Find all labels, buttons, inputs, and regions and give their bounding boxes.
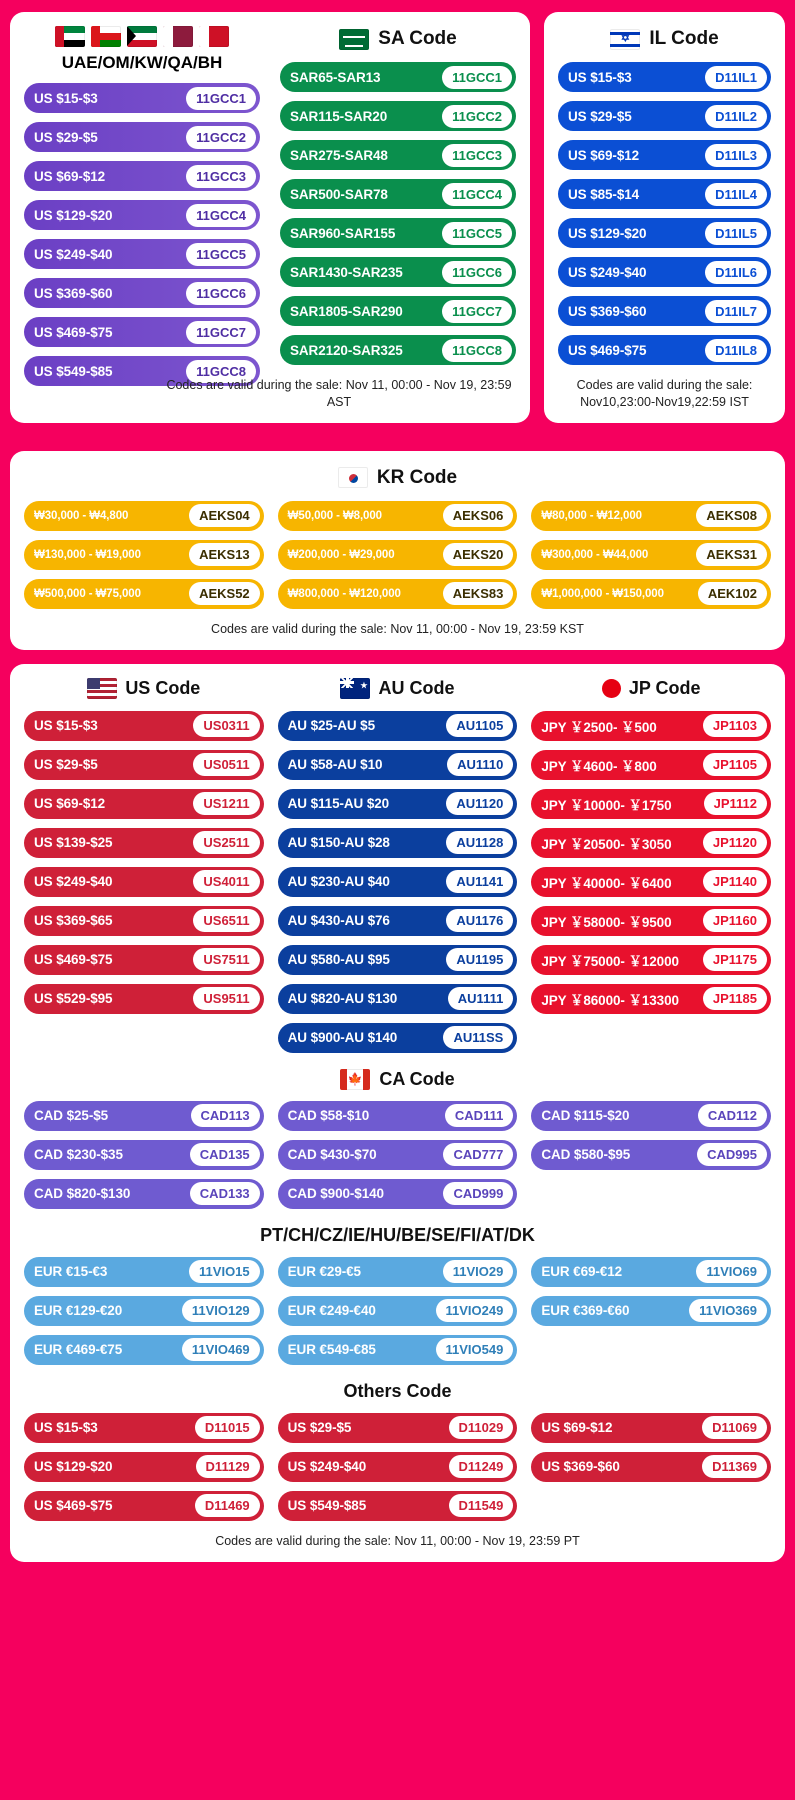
coupon-code[interactable]: 11GCC2 (186, 126, 256, 149)
coupon-code[interactable]: 11GCC8 (442, 339, 512, 362)
coupon-code[interactable]: 11GCC1 (442, 66, 512, 89)
coupon-code[interactable]: D11029 (449, 1416, 514, 1439)
jp-title-label: JP Code (628, 677, 701, 698)
coupon-code[interactable]: D11549 (449, 1494, 514, 1517)
coupon-row[interactable] (24, 828, 264, 858)
row-gcc-sa-il (10, 12, 785, 437)
qa-flag-icon (163, 26, 193, 47)
coupon-code[interactable]: AU1105 (446, 714, 513, 737)
coupon-amount: CAD $900-$140 (287, 1186, 384, 1202)
coupon-amount: ₩300,000 - ₩44,000 (541, 548, 649, 561)
kw-flag-icon (127, 26, 157, 47)
jp-code-list (531, 711, 771, 1053)
us-code-list (24, 711, 264, 1053)
sa-title (280, 28, 516, 50)
card-gcc-sa (10, 12, 530, 423)
coupon-amount: EUR €369-€60 (541, 1303, 630, 1319)
coupon-code[interactable]: 11GCC5 (442, 222, 512, 245)
gcc-flags (24, 26, 260, 47)
coupon-code[interactable]: JP1140 (703, 870, 767, 893)
coupon-row[interactable] (280, 101, 516, 131)
coupon-amount: JPY ￥4600- ￥800 (541, 758, 657, 774)
coupon-amount: US $69-$12 (34, 168, 106, 184)
coupon-code[interactable]: US2511 (193, 831, 259, 854)
coupon-code[interactable]: 11GCC1 (186, 87, 256, 110)
coupon-code[interactable]: JP1160 (703, 909, 767, 932)
coupon-row[interactable] (24, 1335, 264, 1365)
coupon-row[interactable] (531, 501, 771, 531)
coupon-row[interactable] (24, 750, 264, 780)
coupon-amount: US $469-$75 (34, 1498, 113, 1514)
coupon-row[interactable] (278, 789, 518, 819)
coupon-code[interactable]: D11369 (702, 1455, 767, 1478)
coupon-row[interactable] (531, 867, 771, 897)
coupon-row[interactable] (278, 1257, 518, 1287)
block-gcc (24, 26, 270, 411)
eur-title: PT/CH/CZ/IE/HU/BE/SE/FI/AT/DK (260, 1224, 535, 1245)
kr-flag-icon (338, 467, 368, 488)
il-flag-icon (610, 29, 640, 50)
coupon-row[interactable] (531, 711, 771, 741)
il-title-label: IL Code (649, 28, 719, 49)
coupon-amount: US $249-$40 (34, 246, 113, 262)
coupon-amount: EUR €129-€20 (34, 1303, 123, 1319)
coupon-row[interactable] (280, 257, 516, 287)
coupon-code[interactable]: CAD113 (191, 1104, 260, 1127)
coupon-amount: ₩130,000 - ₩19,000 (34, 548, 141, 561)
coupon-amount: AU $430-AU $76 (287, 913, 390, 929)
coupon-row[interactable] (24, 122, 260, 152)
coupon-code[interactable]: 11GCC6 (442, 261, 512, 284)
sa-code-list (280, 62, 516, 365)
coupon-row[interactable] (531, 1296, 771, 1326)
coupon-row[interactable] (278, 1413, 518, 1443)
coupon-row[interactable] (278, 1491, 518, 1521)
coupon-amount: JPY ￥20500- ￥3050 (541, 836, 672, 852)
coupon-amount: US $129-$20 (34, 1459, 113, 1475)
coupon-row[interactable] (280, 335, 516, 365)
coupon-code[interactable]: AEKS06 (443, 504, 514, 527)
coupon-code[interactable]: CAD135 (190, 1143, 260, 1166)
coupon-code[interactable]: 11GCC7 (442, 300, 512, 323)
coupon-row[interactable] (24, 161, 260, 191)
coupon-code[interactable]: AEKS52 (189, 582, 260, 605)
coupon-row[interactable] (558, 140, 771, 170)
coupon-code[interactable]: 11VIO469 (182, 1338, 260, 1361)
coupon-amount: AU $115-AU $20 (287, 796, 390, 812)
coupon-code[interactable]: 11VIO549 (436, 1338, 514, 1361)
coupon-amount: US $69-$12 (541, 1420, 613, 1436)
coupon-row[interactable] (278, 984, 518, 1014)
coupon-code[interactable]: US7511 (193, 948, 259, 971)
coupon-amount: US $29-$5 (34, 757, 98, 773)
coupon-amount: AU $150-AU $28 (287, 835, 390, 851)
coupon-row[interactable] (24, 579, 264, 609)
au-title (278, 678, 518, 699)
coupon-amount: US $249-$40 (568, 264, 647, 280)
coupon-amount: AU $58-AU $10 (287, 757, 383, 773)
coupon-row[interactable] (531, 1413, 771, 1443)
coupon-row[interactable] (531, 540, 771, 570)
coupon-amount: JPY ￥40000- ￥6400 (541, 875, 672, 891)
coupon-amount: US $469-$75 (568, 342, 647, 358)
coupon-code[interactable]: D11069 (702, 1416, 767, 1439)
coupon-code[interactable]: D11IL7 (705, 300, 767, 323)
coupon-amount: US $129-$20 (34, 207, 113, 223)
coupon-code[interactable]: 11VIO129 (182, 1299, 260, 1322)
coupon-code[interactable]: AU1120 (446, 792, 513, 815)
coupon-code[interactable]: AU1195 (446, 948, 513, 971)
coupon-amount: JPY ￥58000- ￥9500 (541, 914, 672, 930)
coupon-code[interactable]: AEKS08 (696, 504, 767, 527)
coupon-row[interactable] (531, 984, 771, 1014)
coupon-row[interactable] (531, 1140, 771, 1170)
coupon-amount: EUR €15-€3 (34, 1264, 108, 1280)
coupon-code[interactable]: AEKS31 (696, 543, 767, 566)
il-validity-note: Codes are valid during the sale: Nov10,23:00-Nov19,22:59 IST (576, 378, 753, 409)
coupon-code[interactable]: D11015 (195, 1416, 260, 1439)
jp-flag-icon (602, 679, 621, 698)
card-il (544, 12, 785, 423)
others-title: Others Code (343, 1380, 452, 1401)
coupon-amount: AU $25-AU $5 (287, 718, 375, 734)
coupon-row[interactable] (558, 62, 771, 92)
coupon-row[interactable] (24, 984, 264, 1014)
coupon-row[interactable] (24, 278, 260, 308)
coupon-amount: AU $580-AU $95 (287, 952, 390, 968)
coupon-code[interactable]: 11VIO249 (436, 1299, 514, 1322)
coupon-row[interactable] (24, 1140, 264, 1170)
coupon-code[interactable]: US0511 (193, 753, 259, 776)
coupon-row[interactable] (531, 945, 771, 975)
coupon-row[interactable] (278, 1023, 518, 1053)
coupon-code[interactable]: D11IL1 (705, 66, 767, 89)
coupon-code[interactable]: 11GCC3 (186, 165, 256, 188)
jp-title (531, 678, 771, 699)
others-code-grid (24, 1413, 771, 1521)
coupon-row[interactable] (24, 711, 264, 741)
coupon-row[interactable] (280, 218, 516, 248)
eur-code-grid (24, 1257, 771, 1365)
coupon-amount: AU $230-AU $40 (287, 874, 390, 890)
coupon-code[interactable]: CAD112 (698, 1104, 767, 1127)
coupon-code[interactable]: D11469 (195, 1494, 260, 1517)
coupon-row[interactable] (531, 1452, 771, 1482)
coupon-row[interactable] (278, 1296, 518, 1326)
au-code-list (278, 711, 518, 1053)
coupon-row[interactable] (280, 62, 516, 92)
coupon-code[interactable]: 11VIO15 (189, 1260, 260, 1283)
others-validity-note: Codes are valid during the sale: Nov 11, 00:00 - Nov 19, 23:59 PT (215, 1533, 580, 1548)
coupon-amount: CAD $820-$130 (34, 1186, 131, 1202)
kr-title-label: KR Code (376, 466, 458, 488)
coupon-row[interactable] (24, 1296, 264, 1326)
coupon-code[interactable]: AU1128 (446, 831, 513, 854)
coupon-row[interactable] (24, 501, 264, 531)
coupon-row[interactable] (24, 540, 264, 570)
coupon-amount: CAD $115-$20 (541, 1108, 630, 1124)
il-title (558, 28, 771, 50)
coupon-amount: JPY ￥2500- ￥500 (541, 719, 657, 735)
coupon-amount: US $29-$5 (287, 1420, 352, 1436)
coupon-amount: US $549-$85 (287, 1498, 367, 1514)
coupon-code[interactable]: D11IL6 (705, 261, 767, 284)
au-title-label: AU Code (378, 677, 455, 698)
coupon-code[interactable]: D11IL2 (705, 105, 767, 128)
coupon-amount: US $469-$75 (34, 952, 113, 968)
coupon-row[interactable] (531, 1257, 771, 1287)
ca-title-label: CA Code (379, 1068, 455, 1089)
coupon-row[interactable] (24, 906, 264, 936)
coupon-code[interactable]: D11IL8 (705, 339, 767, 362)
coupon-amount: ₩200,000 - ₩29,000 (287, 548, 395, 561)
coupon-code[interactable]: D11129 (196, 1455, 260, 1478)
coupon-code[interactable]: US1211 (193, 792, 259, 815)
ca-code-grid (24, 1101, 771, 1209)
coupon-code[interactable]: JP1120 (703, 831, 767, 854)
coupon-amount: CAD $58-$10 (287, 1108, 370, 1124)
coupon-row[interactable] (558, 257, 771, 287)
coupon-row[interactable] (558, 218, 771, 248)
coupon-row[interactable] (24, 789, 264, 819)
coupon-amount: US $139-$25 (34, 835, 113, 851)
gcc-title: UAE/OM/KW/QA/BH (61, 53, 223, 72)
coupon-row[interactable] (24, 1413, 264, 1443)
coupon-code[interactable]: 11GCC6 (186, 282, 256, 305)
coupon-amount: JPY ￥10000- ￥1750 (541, 797, 672, 813)
ca-flag-icon (340, 1069, 370, 1090)
coupon-code[interactable]: 11VIO29 (443, 1260, 514, 1283)
coupon-amount: SAR275-SAR48 (290, 147, 388, 163)
coupon-row[interactable] (24, 200, 260, 230)
coupon-row[interactable] (278, 1179, 518, 1209)
us-au-jp-grid (24, 711, 771, 1053)
om-flag-icon (91, 26, 121, 47)
coupon-amount: US $29-$5 (568, 108, 632, 124)
coupon-code[interactable]: AEKS04 (189, 504, 260, 527)
coupon-amount: JPY ￥86000- ￥13300 (541, 992, 679, 1008)
coupon-code[interactable]: 11GCC7 (186, 321, 256, 344)
coupon-amount: SAR960-SAR155 (290, 225, 396, 241)
coupon-row[interactable] (278, 711, 518, 741)
ca-title (24, 1069, 771, 1090)
coupon-row[interactable] (278, 540, 518, 570)
coupon-row[interactable] (24, 1452, 264, 1482)
coupon-code[interactable]: AU1141 (446, 870, 513, 893)
coupon-code[interactable]: D11249 (449, 1455, 514, 1478)
coupon-amount: ₩80,000 - ₩12,000 (541, 509, 642, 522)
sa-title-label: SA Code (378, 28, 457, 49)
us-flag-icon (87, 678, 117, 699)
coupon-amount: US $529-$95 (34, 991, 113, 1007)
coupon-amount: US $15-$3 (34, 1420, 98, 1436)
coupon-row[interactable] (278, 501, 518, 531)
coupon-row[interactable] (24, 1491, 264, 1521)
coupon-row[interactable] (24, 239, 260, 269)
gcc-code-list (24, 83, 260, 386)
sa-validity-note: Codes are valid during the sale: Nov 11, 00:00 - Nov 19, 23:59 AST (166, 378, 512, 409)
coupon-amount: ₩50,000 - ₩8,000 (287, 509, 382, 522)
coupon-row[interactable] (558, 101, 771, 131)
card-kr (10, 451, 785, 650)
coupon-code[interactable]: JP1175 (703, 948, 767, 971)
coupon-code[interactable]: US4011 (193, 870, 259, 893)
coupon-amount: SAR65-SAR13 (290, 69, 381, 85)
coupon-code[interactable]: 11VIO69 (696, 1260, 767, 1283)
coupon-code[interactable]: AEK102 (698, 582, 767, 605)
coupon-row[interactable] (24, 317, 260, 347)
bh-flag-icon (199, 26, 229, 47)
coupon-amount: EUR €69-€12 (541, 1264, 623, 1280)
coupon-amount: JPY ￥75000- ￥12000 (541, 953, 679, 969)
coupon-code[interactable]: CAD133 (190, 1182, 260, 1205)
global-headers (24, 678, 771, 711)
coupon-row[interactable] (278, 867, 518, 897)
coupon-code[interactable]: CAD111 (445, 1104, 513, 1127)
coupon-amount: ₩800,000 - ₩120,000 (287, 587, 401, 600)
card-global (10, 664, 785, 1562)
coupon-code[interactable]: AU1111 (448, 987, 514, 1010)
coupon-row[interactable] (278, 1452, 518, 1482)
coupon-row[interactable] (24, 1257, 264, 1287)
coupon-row[interactable] (24, 83, 260, 113)
us-title-label: US Code (125, 677, 201, 698)
coupon-amount: US $69-$12 (568, 147, 640, 163)
coupon-code[interactable]: AU1110 (447, 753, 513, 776)
coupon-code[interactable]: 11VIO369 (689, 1299, 767, 1322)
coupon-amount: SAR500-SAR78 (290, 186, 388, 202)
coupon-row[interactable] (278, 906, 518, 936)
coupon-amount: US $69-$12 (34, 796, 106, 812)
coupon-code[interactable]: 11GCC2 (442, 105, 512, 128)
kr-title (24, 467, 771, 489)
coupon-amount: AU $900-AU $140 (287, 1030, 398, 1046)
coupon-amount: CAD $25-$5 (34, 1108, 109, 1124)
coupon-amount: US $15-$3 (34, 718, 98, 734)
coupon-amount: US $15-$3 (568, 69, 632, 85)
coupon-row[interactable] (278, 1101, 518, 1131)
coupon-code[interactable]: JP1112 (704, 792, 767, 815)
coupon-amount: AU $820-AU $130 (287, 991, 398, 1007)
coupon-amount: US $369-$65 (34, 913, 113, 929)
coupon-amount: EUR €549-€85 (287, 1342, 376, 1358)
coupon-code[interactable]: US0311 (193, 714, 259, 737)
ae-flag-icon (55, 26, 85, 47)
block-sa (166, 26, 516, 411)
coupon-amount: US $549-$85 (34, 363, 113, 379)
coupon-amount: US $249-$40 (34, 874, 113, 890)
sa-flag-icon (339, 29, 369, 50)
coupon-amount: ₩30,000 - ₩4,800 (34, 509, 129, 522)
coupon-row[interactable] (531, 1101, 771, 1131)
coupon-amount: US $15-$3 (34, 90, 98, 106)
coupon-code[interactable]: AEKS83 (443, 582, 514, 605)
coupon-code[interactable]: CAD999 (443, 1182, 513, 1205)
coupon-amount: US $249-$40 (287, 1459, 367, 1475)
coupon-row[interactable] (24, 867, 264, 897)
coupon-amount: CAD $230-$35 (34, 1147, 123, 1163)
coupon-amount: CAD $580-$95 (541, 1147, 631, 1163)
coupon-amount: SAR115-SAR20 (290, 108, 388, 124)
kr-code-grid (24, 501, 771, 609)
coupon-code[interactable]: D11IL3 (705, 144, 767, 167)
coupon-row[interactable] (280, 296, 516, 326)
coupon-code[interactable]: JP1185 (703, 987, 767, 1010)
coupon-amount: US $29-$5 (34, 129, 98, 145)
coupon-row[interactable] (531, 906, 771, 936)
coupon-row[interactable] (24, 1179, 264, 1209)
coupon-amount: US $469-$75 (34, 324, 113, 340)
coupon-row[interactable] (278, 945, 518, 975)
coupon-amount: US $369-$60 (541, 1459, 620, 1475)
coupon-code[interactable]: AU11SS (443, 1026, 513, 1049)
il-code-list (558, 62, 771, 365)
coupon-code[interactable]: AEKS20 (443, 543, 514, 566)
coupon-code[interactable]: CAD995 (697, 1143, 767, 1166)
coupon-row[interactable] (558, 296, 771, 326)
coupon-code[interactable]: 11GCC8 (186, 360, 256, 383)
coupon-row[interactable] (531, 828, 771, 858)
coupon-amount: SAR2120-SAR325 (290, 342, 403, 358)
coupon-amount: US $85-$14 (568, 186, 640, 202)
coupon-row[interactable] (558, 179, 771, 209)
coupon-amount: EUR €249-€40 (287, 1303, 376, 1319)
coupon-amount: SAR1430-SAR235 (290, 264, 403, 280)
coupon-row[interactable] (531, 579, 771, 609)
coupon-amount: SAR1805-SAR290 (290, 303, 403, 319)
coupon-code[interactable]: D11IL4 (705, 183, 767, 206)
coupon-code[interactable]: 11GCC5 (186, 243, 256, 266)
coupon-row[interactable] (24, 1101, 264, 1131)
coupon-row[interactable] (531, 789, 771, 819)
coupon-amount: ₩500,000 - ₩75,000 (34, 587, 141, 600)
coupon-amount: EUR €29-€5 (287, 1264, 361, 1280)
coupon-row[interactable] (531, 750, 771, 780)
coupon-code[interactable]: US6511 (193, 909, 259, 932)
coupon-code[interactable]: D11IL5 (705, 222, 767, 245)
coupon-code[interactable]: 11GCC3 (442, 144, 512, 167)
coupon-amount: ₩1,000,000 - ₩150,000 (541, 587, 664, 600)
au-flag-icon (340, 678, 370, 699)
coupon-row[interactable] (278, 579, 518, 609)
coupon-row[interactable] (280, 179, 516, 209)
coupon-amount: EUR €469-€75 (34, 1342, 123, 1358)
coupon-row[interactable] (558, 335, 771, 365)
coupon-code[interactable]: AU1176 (446, 909, 513, 932)
coupon-amount: CAD $430-$70 (287, 1147, 377, 1163)
coupon-code[interactable]: 11GCC4 (186, 204, 256, 227)
coupon-row[interactable] (278, 828, 518, 858)
coupon-code[interactable]: JP1103 (703, 714, 767, 737)
coupon-code[interactable]: 11GCC4 (442, 183, 512, 206)
coupon-row[interactable] (278, 1335, 518, 1365)
kr-validity-note: Codes are valid during the sale: Nov 11, 00:00 - Nov 19, 23:59 KST (211, 621, 584, 636)
coupon-amount: US $369-$60 (34, 285, 113, 301)
coupon-row[interactable] (280, 140, 516, 170)
coupon-code[interactable]: JP1105 (703, 753, 767, 776)
coupon-code[interactable]: CAD777 (443, 1143, 513, 1166)
coupon-amount: US $369-$60 (568, 303, 647, 319)
coupon-code[interactable]: AEKS13 (189, 543, 260, 566)
coupon-row[interactable] (24, 945, 264, 975)
coupon-row[interactable] (278, 750, 518, 780)
coupon-row[interactable] (278, 1140, 518, 1170)
coupon-amount: US $129-$20 (568, 225, 647, 241)
us-title (24, 678, 264, 699)
coupon-code[interactable]: US9511 (193, 987, 259, 1010)
